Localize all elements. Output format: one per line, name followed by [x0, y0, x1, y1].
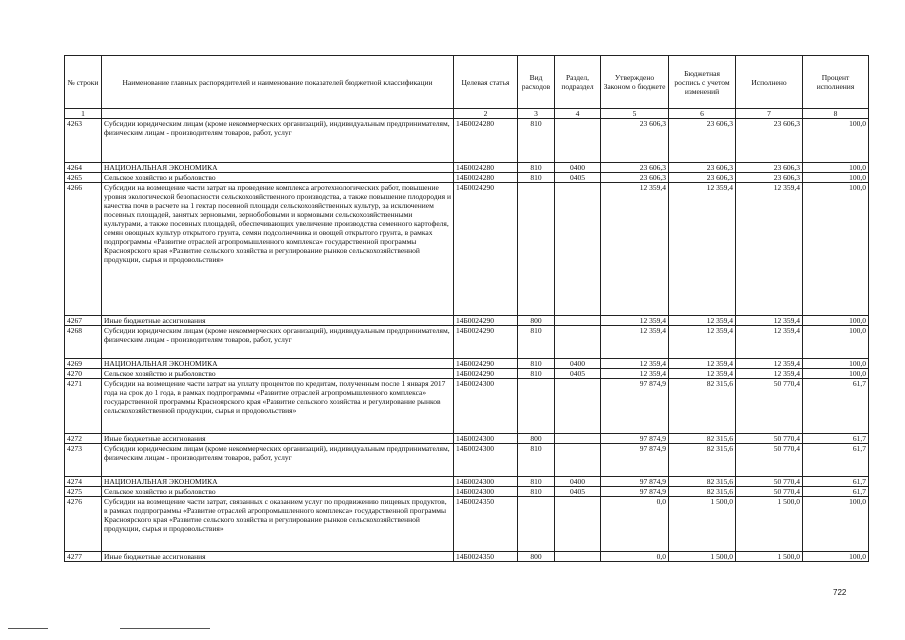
row-approved: 23 606,3: [601, 173, 669, 183]
row-approved: 0,0: [601, 552, 669, 562]
row-number: 4264: [65, 163, 102, 173]
row-percent: 100,0: [803, 369, 869, 379]
row-percent: 100,0: [803, 316, 869, 326]
row-approved: 97 874,9: [601, 379, 669, 434]
scan-artifact: [120, 628, 210, 629]
row-approved: 97 874,9: [601, 477, 669, 487]
row-name: Субсидии юридическим лицам (кроме некоммерческих организаций), индивидуальным предпринимателям, физическим лицам - производителям товаров, работ, услуг: [102, 119, 454, 163]
row-budget-list: 23 606,3: [669, 173, 736, 183]
row-target-article: 14Б0024280: [454, 163, 518, 173]
row-expense-type: 810: [518, 163, 555, 173]
column-number-row: [65, 109, 869, 119]
row-approved: 0,0: [601, 497, 669, 552]
row-expense-type: 800: [518, 552, 555, 562]
row-percent: 100,0: [803, 552, 869, 562]
row-expense-type: [518, 183, 555, 316]
header-executed: Исполнено: [736, 56, 803, 109]
column-number: 2: [454, 109, 518, 119]
table-row: [65, 316, 869, 326]
row-approved: 97 874,9: [601, 444, 669, 477]
row-budget-list: 1 500,0: [669, 497, 736, 552]
row-target-article: 14Б0024280: [454, 119, 518, 163]
row-target-article: 14Б0024290: [454, 316, 518, 326]
row-target-article: 14Б0024290: [454, 369, 518, 379]
row-expense-type: 810: [518, 444, 555, 477]
row-budget-list: 23 606,3: [669, 163, 736, 173]
row-target-article: 14Б0024290: [454, 183, 518, 316]
header-name: Наименование главных распорядителей и наименование показателей бюджетной классификации: [102, 56, 454, 109]
row-number: 4267: [65, 316, 102, 326]
row-percent: 100,0: [803, 359, 869, 369]
row-approved: 12 359,4: [601, 316, 669, 326]
row-expense-type: 810: [518, 359, 555, 369]
header-budget-list: Бюджетная роспись с учетом изменений: [669, 56, 736, 109]
row-expense-type: 800: [518, 434, 555, 444]
row-budget-list: 12 359,4: [669, 316, 736, 326]
row-percent: 100,0: [803, 326, 869, 359]
header-target-article: Целевая статья: [454, 56, 518, 109]
row-name: Субсидии юридическим лицам (кроме некоммерческих организаций), индивидуальным предпринимателям, физическим лицам - производителям товаров, работ, услуг: [102, 444, 454, 477]
table-row: [65, 119, 869, 163]
row-executed: 1 500,0: [736, 552, 803, 562]
row-budget-list: 12 359,4: [669, 359, 736, 369]
row-expense-type: 810: [518, 119, 555, 163]
row-executed: 12 359,4: [736, 359, 803, 369]
row-approved: 97 874,9: [601, 434, 669, 444]
row-section: 0400: [555, 359, 601, 369]
row-number: 4268: [65, 326, 102, 359]
table-row: [65, 183, 869, 316]
row-name: Субсидии юридическим лицам (кроме некоммерческих организаций), индивидуальным предпринимателям, физическим лицам - производителям товаров, работ, услуг: [102, 326, 454, 359]
row-name: НАЦИОНАЛЬНАЯ ЭКОНОМИКА: [102, 359, 454, 369]
row-budget-list: 82 315,6: [669, 434, 736, 444]
scan-artifact: [8, 628, 48, 629]
row-section: [555, 552, 601, 562]
row-name: Сельское хозяйство и рыболовство: [102, 369, 454, 379]
row-target-article: 14Б0024290: [454, 326, 518, 359]
row-budget-list: 1 500,0: [669, 552, 736, 562]
row-executed: 50 770,4: [736, 477, 803, 487]
row-number: 4273: [65, 444, 102, 477]
row-executed: 23 606,3: [736, 163, 803, 173]
row-approved: 97 874,9: [601, 487, 669, 497]
column-number: 6: [669, 109, 736, 119]
row-section: [555, 326, 601, 359]
row-target-article: 14Б0024300: [454, 434, 518, 444]
row-expense-type: 810: [518, 173, 555, 183]
row-number: 4276: [65, 497, 102, 552]
row-name: Иные бюджетные ассигнования: [102, 552, 454, 562]
column-number: 4: [555, 109, 601, 119]
row-section: [555, 497, 601, 552]
row-target-article: 14Б0024290: [454, 359, 518, 369]
row-percent: 100,0: [803, 183, 869, 316]
row-name: НАЦИОНАЛЬНАЯ ЭКОНОМИКА: [102, 477, 454, 487]
header-percent: Процент исполнения: [803, 56, 869, 109]
row-number: 4271: [65, 379, 102, 434]
row-number: 4263: [65, 119, 102, 163]
row-percent: 61,7: [803, 379, 869, 434]
table-header-row: [65, 56, 869, 109]
row-expense-type: 810: [518, 326, 555, 359]
row-budget-list: 12 359,4: [669, 369, 736, 379]
row-executed: 23 606,3: [736, 173, 803, 183]
row-name: Сельское хозяйство и рыболовство: [102, 173, 454, 183]
row-executed: 12 359,4: [736, 316, 803, 326]
row-executed: 12 359,4: [736, 183, 803, 316]
row-executed: 50 770,4: [736, 379, 803, 434]
column-number: 7: [736, 109, 803, 119]
column-number: 3: [518, 109, 555, 119]
header-section: Раздел, подраздел: [555, 56, 601, 109]
row-section: [555, 183, 601, 316]
row-section: 0405: [555, 369, 601, 379]
row-number: 4266: [65, 183, 102, 316]
row-number: 4272: [65, 434, 102, 444]
table-row: [65, 163, 869, 173]
row-percent: 61,7: [803, 444, 869, 477]
row-budget-list: 82 315,6: [669, 477, 736, 487]
row-approved: 23 606,3: [601, 119, 669, 163]
row-executed: 12 359,4: [736, 369, 803, 379]
row-percent: 61,7: [803, 487, 869, 497]
row-number: 4265: [65, 173, 102, 183]
header-approved: Утверждено Законом о бюджете: [601, 56, 669, 109]
row-section: [555, 444, 601, 477]
row-name: Иные бюджетные ассигнования: [102, 434, 454, 444]
row-percent: 100,0: [803, 119, 869, 163]
row-executed: 50 770,4: [736, 434, 803, 444]
row-executed: 50 770,4: [736, 444, 803, 477]
row-budget-list: 12 359,4: [669, 326, 736, 359]
row-section: [555, 434, 601, 444]
table-row: [65, 369, 869, 379]
row-budget-list: 82 315,6: [669, 487, 736, 497]
row-percent: 61,7: [803, 477, 869, 487]
table-row: [65, 477, 869, 487]
row-number: 4270: [65, 369, 102, 379]
table-row: [65, 326, 869, 359]
table-row: [65, 434, 869, 444]
column-number: 8: [803, 109, 869, 119]
row-approved: 12 359,4: [601, 183, 669, 316]
row-expense-type: 810: [518, 487, 555, 497]
header-expense-type: Вид расходов: [518, 56, 555, 109]
column-number: 1: [65, 109, 102, 119]
row-executed: 50 770,4: [736, 487, 803, 497]
row-approved: 12 359,4: [601, 369, 669, 379]
row-approved: 23 606,3: [601, 163, 669, 173]
row-percent: 100,0: [803, 163, 869, 173]
row-budget-list: 82 315,6: [669, 379, 736, 434]
row-expense-type: [518, 497, 555, 552]
row-expense-type: 810: [518, 369, 555, 379]
row-percent: 100,0: [803, 497, 869, 552]
row-budget-list: 12 359,4: [669, 183, 736, 316]
row-section: 0400: [555, 477, 601, 487]
page-number: 722: [833, 588, 847, 597]
row-name: Иные бюджетные ассигнования: [102, 316, 454, 326]
table-row: [65, 359, 869, 369]
row-percent: 61,7: [803, 434, 869, 444]
row-target-article: 14Б0024300: [454, 444, 518, 477]
table-row: [65, 497, 869, 552]
row-number: 4274: [65, 477, 102, 487]
row-target-article: 14Б0024300: [454, 477, 518, 487]
row-approved: 12 359,4: [601, 359, 669, 369]
row-section: [555, 316, 601, 326]
row-section: 0405: [555, 487, 601, 497]
row-target-article: 14Б0024280: [454, 173, 518, 183]
row-approved: 12 359,4: [601, 326, 669, 359]
budget-table: [64, 55, 869, 562]
table-row: [65, 173, 869, 183]
row-number: 4277: [65, 552, 102, 562]
row-budget-list: 23 606,3: [669, 119, 736, 163]
header-row-number: № строки: [65, 56, 102, 109]
table-row: [65, 552, 869, 562]
table-row: [65, 444, 869, 477]
row-section: 0400: [555, 163, 601, 173]
row-target-article: 14Б0024300: [454, 379, 518, 434]
row-expense-type: [518, 379, 555, 434]
row-section: 0405: [555, 173, 601, 183]
table-body: [65, 119, 869, 562]
row-number: 4275: [65, 487, 102, 497]
row-expense-type: 810: [518, 477, 555, 487]
row-budget-list: 82 315,6: [669, 444, 736, 477]
row-section: [555, 379, 601, 434]
column-number: [102, 109, 454, 119]
row-section: [555, 119, 601, 163]
row-name: Субсидии на возмещение части затрат на проведение комплекса агротехнологических работ, повышение уровня экологической безопасности сельскохозяйственного производства, а также повышение плодородия и качества почв в расчете на 1 гектар посевной площади сельскохозяйственных культур, за исключением посевных площадей, занятых зерновыми, зернобобовыми и кормовыми сельскохозяйственными культурами, а также посевных площадей, обеспечивающих увеличение производства семенного картофеля, семян овощных культур открытого грунта, семян подсолнечника и овощей открытого грунта, в рамках подпрограммы «Развитие отраслей агропромышленного комплекса» государственной программы Красноярского края «Развитие сельского хозяйства и регулирование рынков сельскохозяйственной продукции, сырья и продовольствия»: [102, 183, 454, 316]
row-name: Субсидии на возмещение части затрат, связанных с оказанием услуг по продвижению пищевых продуктов, в рамках подпрограммы «Развитие отраслей агропромышленного комплекса» государственной программы Красноярского края «Развитие сельского хозяйства и регулирование рынков сельскохозяйственной продукции, сырья и продовольствия»: [102, 497, 454, 552]
row-percent: 100,0: [803, 173, 869, 183]
row-executed: 1 500,0: [736, 497, 803, 552]
row-number: 4269: [65, 359, 102, 369]
row-target-article: 14Б0024350: [454, 552, 518, 562]
column-number: 5: [601, 109, 669, 119]
row-executed: 12 359,4: [736, 326, 803, 359]
table-row: [65, 487, 869, 497]
row-name: Сельское хозяйство и рыболовство: [102, 487, 454, 497]
row-expense-type: 800: [518, 316, 555, 326]
row-name: Субсидии на возмещение части затрат на уплату процентов по кредитам, полученным после 1 января 2017 года на срок до 1 года, в рамках подпрограммы «Развитие отраслей агропромышленного комплекса» государственной программы Красноярского края «Развитие сельского хозяйства и регулирование рынков сельскохозяйственной продукции, сырья и продовольствия»: [102, 379, 454, 434]
table-row: [65, 379, 869, 434]
row-target-article: 14Б0024300: [454, 487, 518, 497]
row-target-article: 14Б0024350: [454, 497, 518, 552]
row-name: НАЦИОНАЛЬНАЯ ЭКОНОМИКА: [102, 163, 454, 173]
row-executed: 23 606,3: [736, 119, 803, 163]
